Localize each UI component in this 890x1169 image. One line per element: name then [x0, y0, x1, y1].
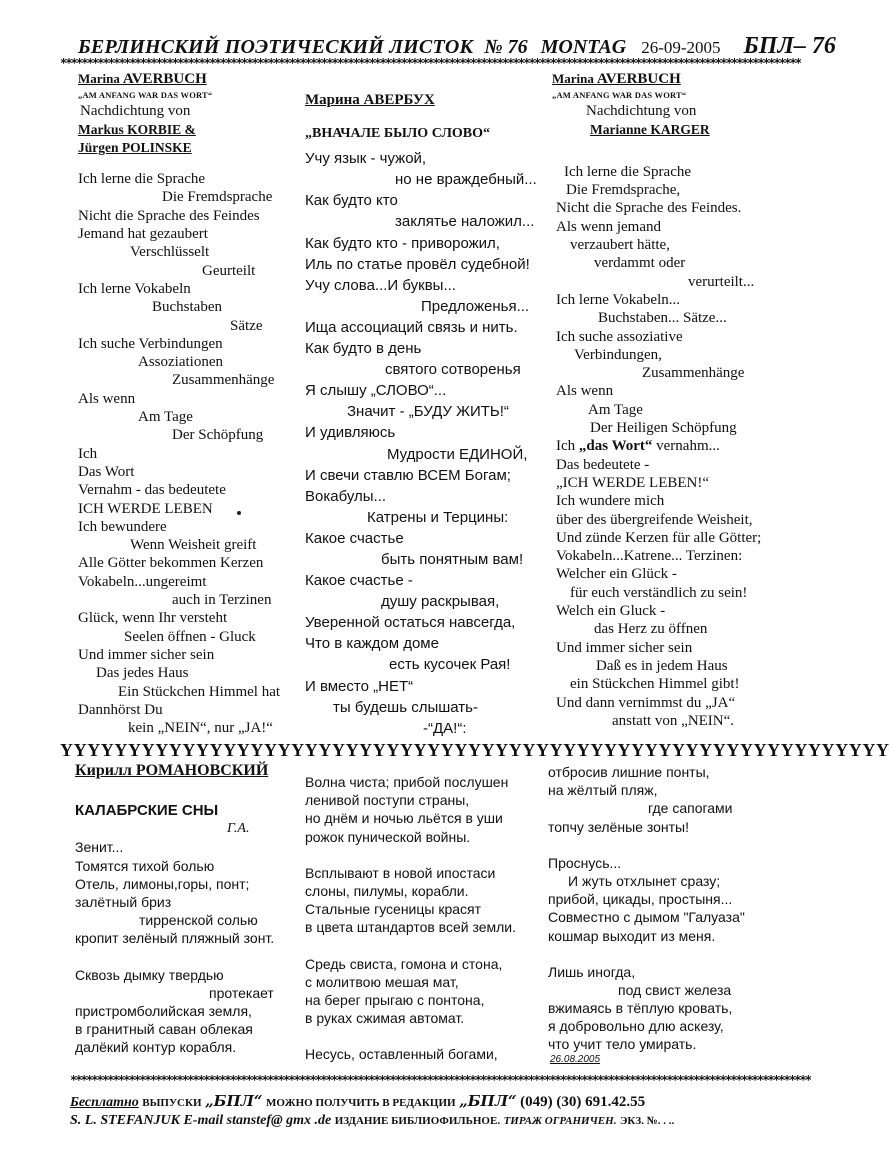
- poem-line: Волна чиста; прибой послушен: [305, 774, 509, 790]
- poem-line: ICH WERDE LEBEN: [78, 500, 213, 517]
- poem-line: Ich suche Verbindungen: [78, 335, 223, 352]
- poem-line: Am Tage: [138, 409, 193, 426]
- poem-line: Das Wort: [78, 463, 135, 480]
- poem-line: Als wenn: [556, 383, 614, 400]
- star-divider-bottom: *******************************************************************************************************************************************: [70, 1073, 811, 1087]
- poem-line: Als wenn jemand: [556, 218, 661, 235]
- poem-line: прибой, цикады, простыня...: [548, 891, 733, 908]
- poem-line: Ich lerne die Sprache: [564, 163, 692, 180]
- poem-epigraph: „AM ANFANG WAR DAS WORT“: [78, 90, 213, 101]
- email-link[interactable]: stanstef@ gmx .de: [226, 1113, 332, 1128]
- poem-line: Und zünde Kerzen für alle Götter;: [556, 529, 762, 546]
- poem-line: в руках сжимая автомат.: [305, 1010, 465, 1027]
- nachdichtung-label: Nachdichtung von: [586, 103, 697, 120]
- poem-line: Wenn Weisheit greift: [130, 537, 257, 554]
- poem-line: протекает: [209, 984, 274, 1001]
- poem-line: что учит тело умирать.: [548, 1036, 697, 1053]
- poem-line: Ich suche assoziative: [556, 328, 683, 345]
- editor-name: S. L. STEFANJUK: [70, 1113, 180, 1128]
- poem-line: Nicht die Sprache des Feindes.: [556, 200, 742, 217]
- poem-line: И свечи ставлю ВСЕМ Богам;: [305, 466, 511, 484]
- poem-line: Несусь, оставленный богами,: [305, 1046, 498, 1063]
- poem-line: Assoziationen: [138, 354, 223, 371]
- poem-line: Und immer sicher sein: [78, 646, 215, 663]
- poem-lines: [548, 763, 808, 1054]
- poem-line: [75, 948, 305, 966]
- nachdichtung-label: Nachdichtung von: [80, 103, 191, 120]
- poem-line: Уверенной остаться навсегда,: [305, 614, 516, 632]
- poem-line: Buchstaben: [152, 299, 222, 316]
- poem-line: И удивляюсь: [305, 424, 396, 442]
- poem-line: Ich „das Wort“ vernahm...: [556, 438, 720, 455]
- poem-calabria-part2: [305, 773, 550, 1063]
- poem-title: КАЛАБРСКИЕ СНЫ: [75, 802, 219, 819]
- email-label: E-mail: [183, 1113, 224, 1128]
- poem-line: Зенит...: [75, 839, 124, 856]
- poem-lines: [552, 163, 810, 730]
- poem-line: Сквозь дымку твердью: [75, 966, 224, 983]
- poem-line: Zusammenhänge: [172, 372, 275, 389]
- poem-line: но днём и ночью льётся в уши: [305, 810, 503, 827]
- poem-line: есть кусочек Рая!: [389, 656, 511, 674]
- poem-line: Daß es in jedem Haus: [596, 657, 728, 674]
- poem-line: И жуть отхлынет сразу;: [568, 872, 721, 889]
- poem-line: Welcher ein Glück -: [556, 566, 677, 583]
- poem-line: Ich bewundere: [78, 518, 167, 535]
- y-ornament-divider: YYYYYYYYYYYYYYYYYYYYYYYYYYYYYYYYYYYYYYYYYYYYYYYYYYYYYYYYYYYYY: [60, 740, 890, 760]
- issue-number: № 76: [484, 36, 528, 58]
- poem-line: я добровольно длю аскезу,: [548, 1018, 724, 1035]
- poem-title: „ВНАЧАЛЕ БЫЛО СЛОВО“: [305, 126, 491, 142]
- poem-line: [548, 836, 808, 854]
- poem-lines: [305, 148, 550, 739]
- poem-author: Марина АВЕРБУХ: [305, 92, 435, 108]
- poem-line: заклятье наложил...: [395, 213, 535, 231]
- poem-line: Как будто кто: [305, 192, 398, 210]
- footer-text: ИЗДАНИЕ БИБЛИОФИЛЬНОЕ.: [334, 1115, 501, 1127]
- poem-line: быть понятным вам!: [381, 550, 524, 568]
- poem-line: топчу зелёные зонты!: [548, 818, 689, 835]
- poem-line: Средь свиста, гомона и стона,: [305, 955, 503, 972]
- poem-line: Значит - „БУДУ ЖИТЬ!“: [347, 403, 509, 421]
- poem-line: Nicht die Sprache des Feindes: [78, 207, 260, 224]
- poem-line: на жёлтый пляж,: [548, 782, 658, 799]
- poem-line: тирренской солью: [139, 912, 258, 929]
- poem-lines: [305, 773, 550, 1063]
- poem-line: И вместо „НЕТ“: [305, 677, 414, 695]
- issue-code: БПЛ– 76: [743, 33, 836, 59]
- poem-line: das Herz zu öffnen: [594, 621, 708, 638]
- poem-line: но не враждебный...: [395, 171, 537, 189]
- poem-left-german: [78, 70, 308, 737]
- poem-line: душу раскрывая,: [381, 593, 500, 611]
- poem-right-german: [552, 70, 810, 730]
- free-label: Бесплатно: [70, 1095, 139, 1110]
- poem-line: auch in Terzinen: [172, 592, 272, 609]
- poem-line: Томятся тихой болью: [75, 857, 215, 874]
- poem-line: Die Fremdsprache: [162, 189, 273, 206]
- poem-line: под свист железа: [618, 981, 732, 998]
- poem-line: Alle Götter bekommen Kerzen: [78, 555, 264, 572]
- poem-line: kein „NEIN“, nur „JA!“: [128, 720, 273, 737]
- poem-line: Sätze: [230, 317, 263, 334]
- poem-line: Учу язык - чужой,: [305, 150, 427, 168]
- poem-line: пристромболийская земля,: [75, 1002, 252, 1019]
- poem-line: с молитвою мешая мат,: [305, 973, 459, 990]
- poem-line: Das jedes Haus: [96, 665, 189, 682]
- poem-line: Dannhörst Du: [78, 701, 163, 718]
- poem-line: Verschlüsselt: [130, 244, 210, 261]
- poem-line: Vokabeln...Katrene... Terzinen:: [556, 548, 743, 565]
- poem-line: Verbindungen,: [574, 346, 662, 363]
- poem-lines: [75, 838, 305, 1056]
- poem-line: „ICH WERDE LEBEN!“: [556, 474, 710, 491]
- issue-day: MONTAG: [540, 36, 627, 58]
- translator-name: Marianne KARGER: [590, 121, 710, 137]
- poem-line: ein Stückchen Himmel gibt!: [570, 676, 740, 693]
- poem-line: на берег прыгаю с понтона,: [305, 991, 485, 1008]
- poem-author: Кирилл РОМАНОВСКИЙ: [75, 762, 269, 779]
- poem-line: Отель, лимоны,горы, понт;: [75, 875, 250, 892]
- footer-text: ВЫПУСКИ: [142, 1097, 202, 1109]
- poem-line: Катрены и Терцины:: [367, 508, 509, 526]
- poem-line: Ich wundere mich: [556, 493, 665, 510]
- poem-line: Am Tage: [588, 401, 643, 418]
- poem-line: кропит зелёный пляжный зонт.: [75, 930, 275, 947]
- footer-text: ТИРАЖ ОГРАНИЧЕН.: [503, 1115, 617, 1127]
- phone-number: (049) (30) 691.42.55: [520, 1094, 646, 1110]
- poem-calabria-part1: [75, 762, 305, 1056]
- poem-line: Ein Stückchen Himmel hat: [118, 683, 281, 700]
- poem-line: Die Fremdsprache,: [566, 182, 681, 199]
- poem-line: Стальные гусеницы красят: [305, 901, 482, 918]
- poem-line: über des übergreifende Weisheit,: [556, 511, 753, 528]
- poem-line: отбросив лишние понты,: [548, 764, 710, 780]
- poem-line: ленивой поступи страны,: [305, 792, 470, 809]
- poem-line: святого сотворенья: [385, 361, 521, 379]
- poem-line: Совместно с дымом "Галуаза": [548, 909, 745, 926]
- poem-line: рожок пунической войны.: [305, 828, 471, 845]
- poem-line: залётный бриз: [75, 893, 172, 910]
- poem-line: anstatt von „NEIN“.: [612, 712, 735, 729]
- poem-line: verurteilt...: [688, 273, 755, 290]
- poem-author: Marina AVERBUCH: [552, 71, 681, 87]
- poem-line: Мудрости ЕДИНОЙ,: [387, 445, 528, 463]
- poem-dedication: Г.А.: [227, 821, 250, 837]
- poem-line: Der Schöpfung: [172, 427, 264, 444]
- poem-line: Вокабулы...: [305, 487, 387, 505]
- poem-line: verdammt oder: [594, 255, 686, 272]
- blp-logo: „БПЛ“: [459, 1092, 517, 1110]
- poem-line: [305, 846, 550, 864]
- poem-line: ты будешь слышать-: [333, 698, 478, 716]
- poem-line: слоны, пилумы, корабли.: [305, 882, 469, 899]
- poem-line: Als wenn: [78, 390, 136, 407]
- poem-line: Buchstaben... Sätze...: [598, 310, 727, 327]
- poem-line: Что в каждом доме: [305, 635, 439, 653]
- poem-line: Vernahm - das bedeutete: [78, 482, 226, 499]
- poem-line: [548, 945, 808, 963]
- poem-line: verzaubert hätte,: [570, 237, 670, 254]
- poem-line: Учу слова...И буквы...: [305, 276, 456, 294]
- poem-line: Geurteilt: [202, 262, 256, 279]
- poem-line: Glück, wenn Ihr versteht: [78, 610, 228, 627]
- poem-line: в цвета штандартов всей земли.: [305, 919, 517, 936]
- poem-line: Vokabeln...ungereimt: [78, 573, 207, 590]
- poem-line: Проснусь...: [548, 854, 622, 871]
- footer-line-1: [70, 1092, 810, 1111]
- poem-line: Das bedeutete -: [556, 456, 650, 473]
- poem-line: Предложенья...: [421, 297, 530, 315]
- poem-line: Лишь иногда,: [548, 963, 636, 980]
- issue-date: 26-09-2005: [641, 38, 721, 57]
- poem-middle-russian: [305, 90, 550, 739]
- poem-line: Welch ein Gluck -: [556, 603, 666, 620]
- poem-author: Marina AVERBUCH: [78, 71, 207, 87]
- poem-line: Ich lerne Vokabeln: [78, 280, 191, 297]
- poem-line: вжимаясь в тёплую кровать,: [548, 1000, 733, 1017]
- poem-line: Zusammenhänge: [642, 365, 745, 382]
- speck-mark: [237, 511, 241, 515]
- masthead-title: БЕРЛИНСКИЙ ПОЭТИЧЕСКИЙ ЛИСТОК: [78, 36, 474, 58]
- poem-line: кошмар выходит из меня.: [548, 927, 716, 944]
- poem-line: Как будто в день: [305, 340, 422, 358]
- poem-line: Какое счастье -: [305, 572, 413, 590]
- poem-line: Ich lerne die Sprache: [78, 171, 206, 188]
- poem-line: Und immer sicher sein: [556, 639, 693, 656]
- poem-line: [305, 1027, 550, 1045]
- footer-text: ЭКЗ. №. . ..: [619, 1115, 675, 1127]
- poem-line: -“ДА!“:: [423, 719, 467, 737]
- poem-line: где сапогами: [648, 800, 733, 817]
- poem-line: Seelen öffnen - Gluck: [124, 628, 256, 645]
- poem-line: Und dann vernimmst du „JA“: [556, 694, 736, 711]
- footer-line-2: [70, 1113, 810, 1129]
- poem-line: [305, 937, 550, 955]
- poem-line: Я слышу „СЛОВО“...: [305, 382, 447, 400]
- footer-text: МОЖНО ПОЛУЧИТЬ В РЕДАКЦИИ: [266, 1097, 456, 1109]
- poem-line: в гранитный саван облекая: [75, 1021, 253, 1038]
- blp-logo: „БПЛ“: [205, 1092, 263, 1110]
- poem-epigraph: „AM ANFANG WAR DAS WORT“: [552, 90, 687, 101]
- translator-name: Markus KORBIE &: [78, 121, 196, 137]
- poem-line: далёкий контур корабля.: [75, 1039, 237, 1056]
- translator-name: Jürgen POLINSKE: [78, 139, 192, 155]
- star-divider-top: *******************************************************************************************************************************************: [60, 56, 801, 70]
- poem-line: Der Heiligen Schöpfung: [590, 420, 737, 437]
- poem-line: Иль по статье провёл судебной!: [305, 255, 530, 273]
- poem-line: Какое счастье: [305, 529, 404, 547]
- poem-calabria-part3: [548, 763, 808, 1066]
- poem-date: 26.08.2005: [550, 1053, 601, 1065]
- poem-line: Jemand hat gezaubert: [78, 226, 208, 243]
- poem-line: Ища ассоциаций связь и нить.: [305, 318, 518, 336]
- poem-lines: [78, 170, 308, 737]
- poem-line: Как будто кто - приворожил,: [305, 234, 500, 252]
- poem-line: für euch verständlich zu sein!: [570, 584, 748, 601]
- poem-line: Ich lerne Vokabeln...: [556, 291, 680, 308]
- poem-line: Ich: [78, 445, 98, 462]
- poem-line: Всплывают в новой ипостаси: [305, 864, 496, 881]
